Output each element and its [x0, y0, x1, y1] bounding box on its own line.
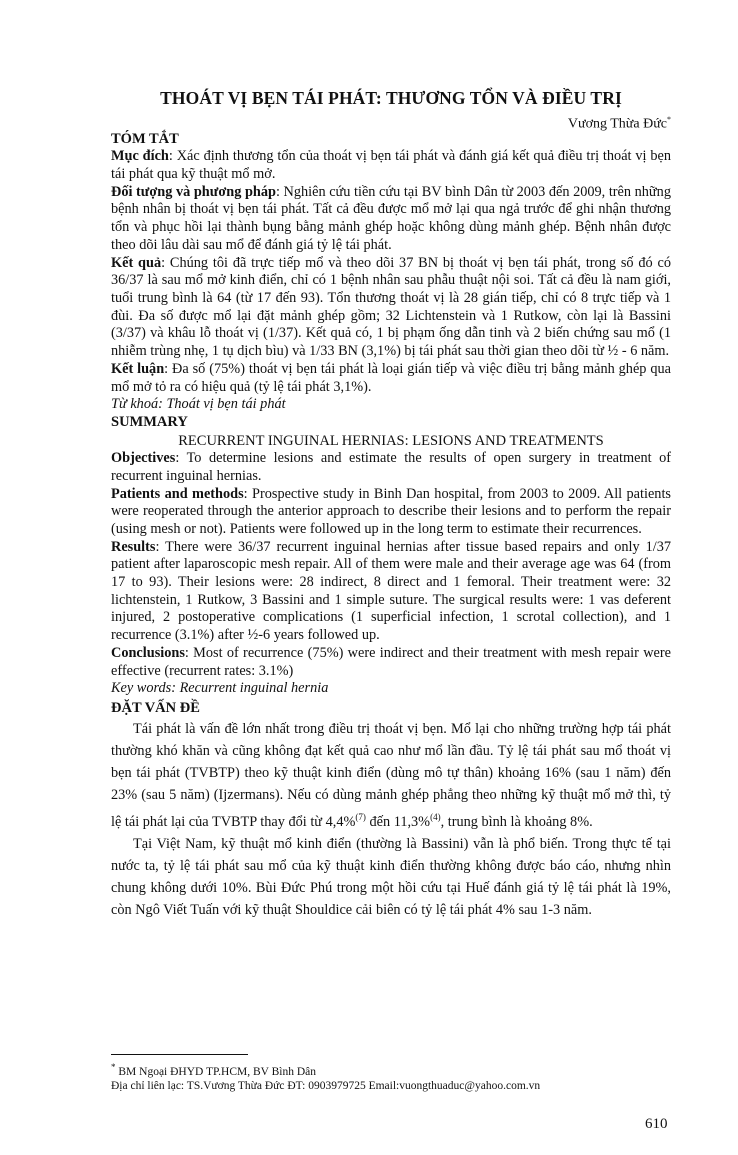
label: Results: [111, 538, 156, 555]
author-name: Vương Thừa Đức: [567, 116, 667, 132]
label: Đối tượng và phương pháp: [111, 183, 276, 200]
intro-paragraph-2: Tại Việt Nam, kỹ thuật mổ kinh điển (thường là Bassini) vẫn là phổ biến. Trong thực tế tại nước ta, tỷ lệ tái phát sau mổ của kỹ thuật kinh điển thường không được báo cáo, nhưng nhìn chung không dưới 10%. Bùi Đức Phú trong một hồi cứu tại Huế đánh giá tỷ lệ tái phát là 19%, còn Ngô Viết Tuấn với kỹ thuật Shouldice cải biên có tỷ lệ tái phát 4% sau 1-3 năm.: [111, 835, 671, 918]
vn-keywords: Từ khoá: Thoát vị bẹn tái phát: [111, 396, 286, 413]
vn-conclusion: [111, 361, 671, 396]
en-title: RECURRENT INGUINAL HERNIAS: LESIONS AND TREATMENTS: [178, 432, 604, 449]
footnote-affiliation: [111, 1062, 316, 1078]
intro-heading: ĐẶT VẤN ĐỀ: [111, 699, 200, 716]
vn-results: [111, 255, 671, 361]
text: : Most of recurrence (75%) were indirect and their treatment with mesh repair were effective (recurrent rates: 3.1%): [111, 644, 671, 679]
label: Conclusions: [111, 644, 185, 661]
citation: (7): [355, 811, 366, 822]
text: BM Ngoại ĐHYD TP.HCM, BV Bình Dân: [118, 1065, 317, 1078]
en-conclusion: [111, 645, 671, 680]
page-number: 610: [645, 1116, 668, 1132]
vn-objective: [111, 148, 671, 183]
footnote-mark: *: [111, 1062, 116, 1072]
en-keywords: Key words: Recurrent inguinal hernia: [111, 680, 329, 697]
text: : Đa số (75%) thoát vị bẹn tái phát là loại gián tiếp và việc điều trị bằng mảnh ghép qua mổ mở tỏ ra có hiệu quả (tỷ lệ tái phát 3,1%).: [111, 360, 671, 395]
label: Objectives: [111, 450, 176, 467]
label: Patients and methods: [111, 485, 244, 502]
label: Kết quả: [111, 254, 162, 271]
citation: (4): [430, 811, 441, 822]
text: : Prospective study in Binh Dan hospital, from 2003 to 2009. All patients were reoperated through the anterior approach to describe their lesions and to perform the repair (using mesh or not). Patients were followed up in the long term to estimate their recurrences.: [111, 485, 671, 537]
text: : Xác định thương tổn của thoát vị bẹn tái phát và đánh giá kết quả điều trị thoát vị bẹn tái phát qua kỹ thuật mổ mở.: [111, 148, 671, 183]
footnote-contact: Địa chỉ liên lạc: TS.Vương Thừa Đức ĐT: 0903979725 Email:vuongthuaduc@yahoo.com.vn: [111, 1080, 541, 1092]
label: Mục đích: [111, 148, 169, 165]
vn-methods: [111, 184, 671, 255]
author-footnote-mark: *: [667, 115, 671, 124]
text: : Nghiên cứu tiền cứu tại BV bình Dân từ 2003 đến 2009, trên những bệnh nhân bị thoát vị bẹn tái phát. Tất cả đều được mổ mở lại qua ngả trước để ghi nhận thương tổn và phục hồi lại thành bụng bằng mảnh ghép hoặc không dùng mảnh ghép. Bệnh nhân được theo dõi lâu dài sau mổ để đánh giá tỷ lệ tái phát.: [111, 183, 671, 253]
en-summary-heading: SUMMARY: [111, 413, 188, 430]
text: : Chúng tôi đã trực tiếp mổ và theo dõi 37 BN bị thoát vị bẹn tái phát, trong số đó có 36/37 là sau mổ mở kinh điển, chỉ có 1 bệnh nhân sau phẫu thuật nội soi. Tất cả đều là nam giới, tuổi trung bình là 64 (từ 17 đến 93). Tổn thương thoát vị là 28 gián tiếp, chỉ có 8 trực tiếp và 1 đùi. Đa số được mổ lại đặt mảnh ghép gồm; 32 Lichtenstein và 1 Rutkow, còn lại là Bassini (3/37) và khâu lỗ thoát vị (1/37). Kết quả có, 1 bị phạm ống dẫn tinh và 2 biến chứng sau mổ (1 nhiễm trùng nhẹ, 1 tụ dịch bìu) và 1/33 BN (3,1%) bị tái phát sau thời gian theo dõi từ ½ - 6 năm.: [111, 254, 672, 360]
introduction-section: [111, 698, 671, 921]
footnote-divider: [111, 1054, 248, 1055]
text: đến 11,3%: [365, 813, 431, 830]
document-body: [111, 88, 671, 921]
intro-paragraph-1: [111, 718, 671, 833]
en-results: [111, 539, 671, 645]
text: : To determine lesions and estimate the results of open surgery in treatment of recurrent inguinal hernias.: [111, 450, 671, 484]
en-methods: [111, 486, 671, 539]
text: , trung bình là khoảng 8%.: [440, 813, 593, 830]
en-objective: [111, 450, 671, 485]
vn-abstract-heading: TÓM TẮT: [111, 130, 179, 147]
text: Tái phát là vấn đề lớn nhất trong điều trị thoát vị bẹn. Mổ lại cho những trường hợp tái phát thường khó khăn và cũng không đạt kết quả cao như mổ lần đầu. Tỷ lệ tái phát sau mổ thoát vị bẹn tái phát (TVBTP) theo kỹ thuật kinh điển (dùng mô tự thân) khoảng 16% (sau 1 năm) đến 23% (sau 5 năm) (Ijzermans). Nếu có dùng mảnh ghép phẳng theo những kỹ thuật mổ mở thì, tỷ lệ tái phát lại của TVBTP thay đổi từ 4,4%: [111, 720, 671, 830]
paper-title: THOÁT VỊ BẸN TÁI PHÁT: THƯƠNG TỔN VÀ ĐIỀU TRỊ: [160, 88, 622, 108]
text: : There were 36/37 recurrent inguinal hernias after tissue based repairs and only 1/37 patient after laparoscopic mesh repair. All of them were male and their average age was 64 (from 17 to 93). Their lesions were: 28 indirect, 8 direct and 1 femoral. Their treatment were: 32 lichtenstein, 1 Rutkow, 3 Bassini and 1 simple suture. The surgical results were: 1 vas deferent injured, 2 postoperative complications (1 superficial infection, 1 scrotal collection), and 1 recurrence (3.1%) after ½-6 years followed up.: [111, 538, 671, 644]
label: Kết luận: [111, 360, 165, 377]
